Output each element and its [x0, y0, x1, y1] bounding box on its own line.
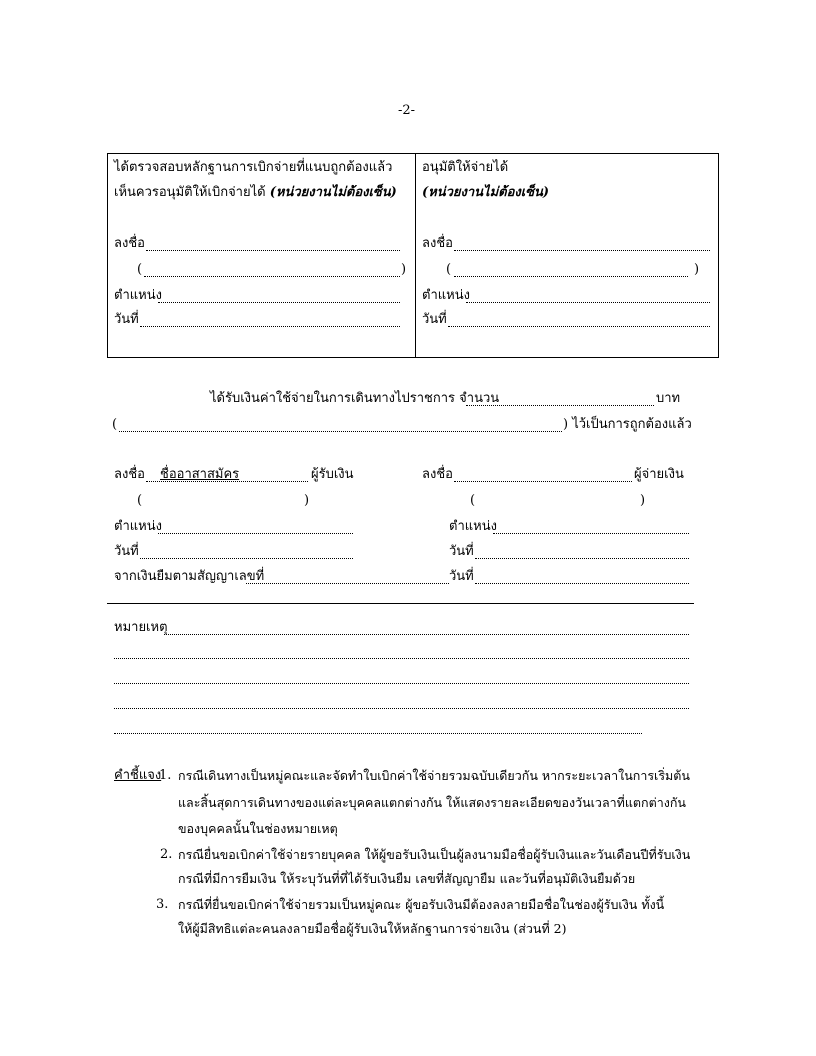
left-sign-line[interactable] [146, 250, 400, 251]
instruction-1-line-2: และสิ้นสุดการเดินทางของแต่ละบุคคลแตกต่างกัน ให้แสดงรายละเอียดของวันเวลาที่แตกต่างกัน [178, 795, 686, 810]
instructions-title: คำชี้แจง [114, 768, 162, 783]
amount-words-open-paren: ( [112, 417, 118, 432]
right-sign-label: ลงชื่อ [422, 236, 453, 251]
remarks-line-5[interactable] [114, 733, 642, 734]
payer-open-paren: ( [470, 493, 476, 508]
section-divider [107, 603, 694, 604]
left-name-line[interactable] [144, 276, 400, 277]
instruction-3-number: 3. [156, 897, 169, 912]
left-approve-note: (หน่วยงานไม่ต้องเซ็น) [269, 185, 397, 200]
right-open-paren: ( [446, 262, 452, 277]
loan-date-line[interactable] [475, 583, 689, 584]
amount-words-line[interactable] [119, 431, 562, 432]
receiver-open-paren: ( [137, 493, 143, 508]
receiver-role: ผู้รับเงิน [311, 467, 354, 482]
right-date-line[interactable] [448, 326, 710, 327]
payer-role: ผู้จ่ายเงิน [634, 467, 684, 482]
right-approve-note: (หน่วยงานไม่ต้องเซ็น) [422, 185, 550, 200]
receiver-position-line[interactable] [158, 533, 353, 534]
left-position-label: ตำแหน่ง [114, 288, 162, 303]
instruction-1-line-1: กรณีเดินทางเป็นหมู่คณะและจัดทำใบเบิกค่าใช้จ่ายรวมฉบับเดียวกัน หากระยะเวลาในการเริ่มต้น [178, 768, 690, 783]
approval-box-divider [415, 153, 416, 358]
loan-date-label: วันที่ [449, 569, 474, 584]
left-date-line[interactable] [140, 326, 400, 327]
payer-position-line[interactable] [493, 533, 689, 534]
receiver-close-paren: ) [304, 493, 310, 508]
instruction-2-line-2: กรณีที่มีการยืมเงิน ให้ระบุวันที่ที่ได้รับเงินยืม เลขที่สัญญายืม และวันที่อนุมัติเงินยืมด้วย [178, 871, 636, 886]
right-position-line[interactable] [466, 302, 710, 303]
receipt-text: ได้รับเงินค่าใช้จ่ายในการเดินทางไปราชการ จำนวน [210, 391, 500, 406]
receiver-date-label: วันที่ [114, 544, 139, 559]
left-open-paren: ( [137, 262, 143, 277]
remarks-line-3[interactable] [114, 683, 689, 684]
instruction-2-number: 2. [160, 847, 173, 862]
payer-sign-label: ลงชื่อ [422, 467, 453, 482]
baht-label: บาท [656, 391, 681, 406]
left-position-line[interactable] [158, 302, 400, 303]
approval-box [107, 153, 719, 358]
instruction-1-line-3: ของบุคคลนั้นในช่องหมายเหตุ [178, 821, 338, 836]
left-sign-label: ลงชื่อ [114, 236, 145, 251]
amount-line[interactable] [466, 405, 654, 406]
receiver-name: ชื่ออาสาสมัคร [160, 467, 240, 482]
loan-contract-label: จากเงินยืมตามสัญญาเลขที่ [114, 569, 265, 584]
payer-position-label: ตำแหน่ง [449, 519, 497, 534]
payer-sign-line[interactable] [454, 481, 632, 482]
payer-close-paren: ) [640, 493, 646, 508]
receiver-position-label: ตำแหน่ง [114, 519, 162, 534]
right-date-label: วันที่ [422, 312, 447, 327]
right-close-paren: ) [694, 262, 700, 277]
right-approve-text: อนุมัติให้จ่ายได้ [422, 160, 509, 175]
right-position-label: ตำแหน่ง [422, 288, 470, 303]
remarks-line-2[interactable] [114, 658, 689, 659]
receiver-date-line[interactable] [140, 558, 353, 559]
left-approve-text [114, 185, 397, 201]
left-date-label: วันที่ [114, 312, 139, 327]
right-sign-line[interactable] [454, 250, 710, 251]
left-approve-plain: เห็นควรอนุมัติให้เบิกจ่ายได้ [114, 185, 270, 200]
remarks-line-4[interactable] [114, 708, 689, 709]
page-number: -2- [398, 103, 416, 118]
instruction-3-line-1: กรณีที่ยื่นขอเบิกค่าใช้จ่ายรวมเป็นหมู่คณะ ผู้ขอรับเงินมีต้องลงลายมือชื่อในช่องผู้รับเงิน ทั้งนี้ [178, 897, 665, 912]
receiver-sign-label: ลงชื่อ [114, 467, 145, 482]
right-name-line[interactable] [454, 276, 688, 277]
instruction-3-line-2: ให้ผู้มีสิทธิแต่ละคนลงลายมือชื่อผู้รับเงินให้หลักฐานการจ่ายเงิน (ส่วนที่ 2) [178, 921, 567, 936]
payer-date-label: วันที่ [449, 544, 474, 559]
receipt-correct-text: ) ไว้เป็นการถูกต้องแล้ว [563, 417, 692, 432]
remarks-label: หมายเหตุ [114, 620, 168, 635]
loan-contract-line[interactable] [246, 583, 449, 584]
left-close-paren: ) [401, 262, 407, 277]
instruction-1-number: 1. [159, 768, 172, 783]
remarks-line-1[interactable] [164, 634, 689, 635]
left-verify-text: ได้ตรวจสอบหลักฐานการเบิกจ่ายที่แนบถูกต้องแล้ว [114, 160, 393, 175]
payer-date-line[interactable] [475, 558, 689, 559]
instruction-2-line-1: กรณียื่นขอเบิกค่าใช้จ่ายรายบุคคล ให้ผู้ขอรับเงินเป็นผู้ลงนามมือชื่อผู้รับเงินและวันเดือนปีที่รับเงิน [178, 847, 691, 862]
